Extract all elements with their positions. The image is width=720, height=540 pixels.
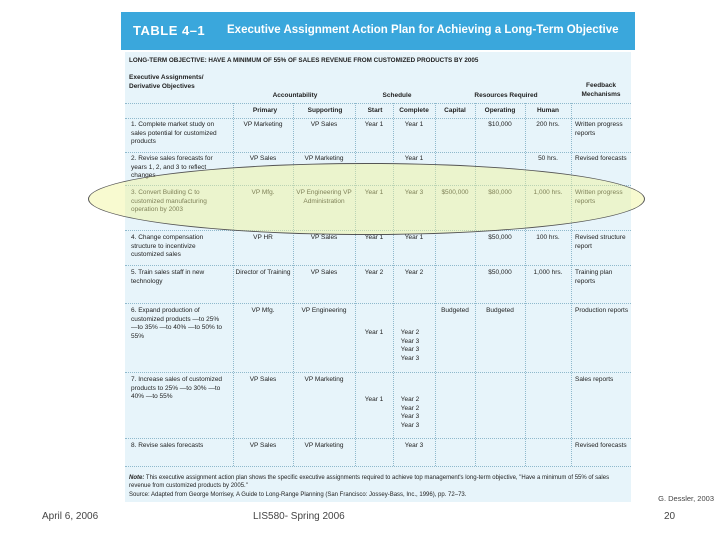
table-cell-human: 1,000 hrs. xyxy=(533,269,563,276)
row-divider xyxy=(125,466,631,467)
table-cell-complete: Year 2 xyxy=(404,269,424,276)
column-divider xyxy=(475,103,476,466)
note-text: This executive assignment action plan shows the specific executive assignments required to achieve top management's long-term objective, "Have a minimum of 55% of sales revenue from customized products by 2005." xyxy=(129,475,610,489)
table-cell-task: 1. Complete market study on sales potential for customized products xyxy=(131,121,217,145)
table-cell-human: 100 hrs. xyxy=(536,234,560,241)
table-header-bar xyxy=(121,12,635,50)
column-divider xyxy=(393,103,394,466)
table-cell-supporting: VP Marketing xyxy=(304,376,344,383)
table-cell-primary: VP Sales xyxy=(249,155,277,162)
table-cell-task: 6. Expand production of customized products —to 25% —to 35% —to 40% —to 50% to 55% xyxy=(131,307,223,340)
table-cell-supporting: VP Engineering xyxy=(301,307,347,314)
footer-date: April 6, 2006 xyxy=(42,511,99,522)
header-divider xyxy=(125,118,631,119)
table-cell-task: 8. Revise sales forecasts xyxy=(131,442,204,449)
table-cell-primary: Director of Training xyxy=(235,269,291,276)
table-cell-start: Year 2 xyxy=(364,269,384,276)
column-divider xyxy=(435,103,436,466)
credit-text: G. Dessler, 2003 xyxy=(658,494,714,503)
table-cell-capital: $500,000 xyxy=(441,189,469,196)
row-divider xyxy=(125,265,631,266)
column-divider xyxy=(293,103,294,466)
header-supporting: Supporting xyxy=(307,107,343,114)
column-divider xyxy=(355,103,356,466)
table-cell-supporting: VP Engineering VP Administration xyxy=(296,189,352,205)
table-cell-start: Year 1 xyxy=(364,121,384,128)
table-number: TABLE 4–1 xyxy=(133,23,206,38)
table-cell-supporting: VP Sales xyxy=(310,121,338,128)
header-accountability: Accountability xyxy=(272,92,318,99)
table-title: Executive Assignment Action Plan for Achieving a Long-Term Objective xyxy=(227,24,619,36)
table-cell-primary: VP Sales xyxy=(249,376,277,383)
table-cell-operating: $50,000 xyxy=(488,269,512,276)
row-divider xyxy=(125,372,631,373)
header-capital: Capital xyxy=(444,107,466,114)
header-operating: Operating xyxy=(484,107,516,114)
row-divider xyxy=(125,152,631,153)
table-cell-task: 5. Train sales staff in new technology xyxy=(131,269,205,285)
row-divider xyxy=(125,438,631,439)
table-cell-supporting: VP Sales xyxy=(310,234,338,241)
table-cell-feedback: Revised structure report xyxy=(575,234,626,250)
header-divider xyxy=(125,103,631,104)
table-source: Source: Adapted from George Morrisey, A Guide to Long-Range Planning (San Francisco: Jossey-Bass, Inc., 1996), pp. 72–73. xyxy=(129,492,467,498)
header-feedback: Feedback Mechanisms xyxy=(581,82,621,98)
table-cell-complete: Year 3 xyxy=(404,442,424,449)
header-complete: Complete xyxy=(399,107,429,114)
table-cell-capital: Budgeted xyxy=(441,307,469,314)
header-exec-assignments: Executive Assignments/ Derivative Objectives xyxy=(129,74,204,90)
table-cell-supporting: VP Marketing xyxy=(304,442,344,449)
table-cell-primary: VP Mfg. xyxy=(251,307,275,314)
table-cell-operating: $80,000 xyxy=(488,189,512,196)
table-cell-complete: Year 1 xyxy=(404,121,424,128)
table-cell-feedback: Revised forecasts xyxy=(575,155,627,162)
table-cell-operating: Budgeted xyxy=(486,307,514,314)
table-cell-complete: Year 3 xyxy=(404,189,424,196)
table-cell-start: Year 1 xyxy=(364,396,384,403)
slide-number: 20 xyxy=(664,511,676,522)
table-cell-operating: $50,000 xyxy=(488,234,512,241)
column-divider xyxy=(233,103,234,466)
column-divider xyxy=(525,103,526,466)
header-schedule: Schedule xyxy=(382,92,412,99)
table-cell-start: Year 1 xyxy=(364,329,384,336)
header-primary: Primary xyxy=(252,107,278,114)
table-cell-feedback: Written progress reports xyxy=(575,121,623,137)
table-cell-start: Year 1 xyxy=(364,234,384,241)
table-cell-feedback: Production reports xyxy=(575,307,629,314)
header-resources: Resources Required xyxy=(474,92,538,99)
table-cell-feedback: Written progress reports xyxy=(575,189,623,205)
table-figure xyxy=(121,12,635,506)
table-cell-primary: VP HR xyxy=(253,234,273,241)
table-cell-complete: Year 1 xyxy=(404,234,424,241)
table-cell-feedback: Revised forecasts xyxy=(575,442,627,449)
table-cell-task: 7. Increase sales of customized products to 25% —to 30% —to 40% —to 55% xyxy=(131,376,223,400)
table-cell-complete: Year 2 Year 3 Year 3 Year 3 xyxy=(400,329,420,362)
table-cell-primary: VP Marketing xyxy=(243,121,283,128)
table-cell-human: 1,000 hrs. xyxy=(533,189,563,196)
highlight-oval xyxy=(88,163,645,235)
table-cell-task: 2. Revise sales forecasts for years 1, 2, and 3 to reflect changes xyxy=(131,155,213,179)
table-cell-complete: Year 1 xyxy=(404,155,424,162)
note-label: Note: xyxy=(129,475,145,481)
table-cell-feedback: Sales reports xyxy=(575,376,614,383)
table-cell-human: 50 hrs. xyxy=(538,155,558,162)
table-note xyxy=(129,474,629,490)
table-cell-start: Year 1 xyxy=(364,189,384,196)
table-cell-primary: VP Sales xyxy=(249,442,277,449)
table-cell-human: 200 hrs. xyxy=(536,121,560,128)
column-divider xyxy=(571,103,572,466)
table-cell-primary: VP Mfg. xyxy=(251,189,275,196)
table-cell-feedback: Training plan reports xyxy=(575,269,613,285)
table-cell-operating: $10,000 xyxy=(488,121,512,128)
header-start: Start xyxy=(367,107,383,114)
footer-course: LIS580- Spring 2006 xyxy=(253,511,345,522)
table-cell-complete: Year 2 Year 2 Year 3 Year 3 xyxy=(400,396,420,429)
row-divider xyxy=(125,303,631,304)
table-cell-task: 3. Convert Building C to customized manufacturing operation by 2003 xyxy=(131,189,207,213)
long-term-objective: LONG-TERM OBJECTIVE: HAVE A MINIMUM OF 55% OF SALES REVENUE FROM CUSTOMIZED PRODUCTS BY 2005 xyxy=(129,57,479,64)
table-body xyxy=(125,52,631,502)
header-human: Human xyxy=(536,107,560,114)
table-cell-task: 4. Change compensation structure to incentivize customized sales xyxy=(131,234,204,258)
table-cell-supporting: VP Sales xyxy=(310,269,338,276)
table-cell-supporting: VP Marketing xyxy=(304,155,344,162)
